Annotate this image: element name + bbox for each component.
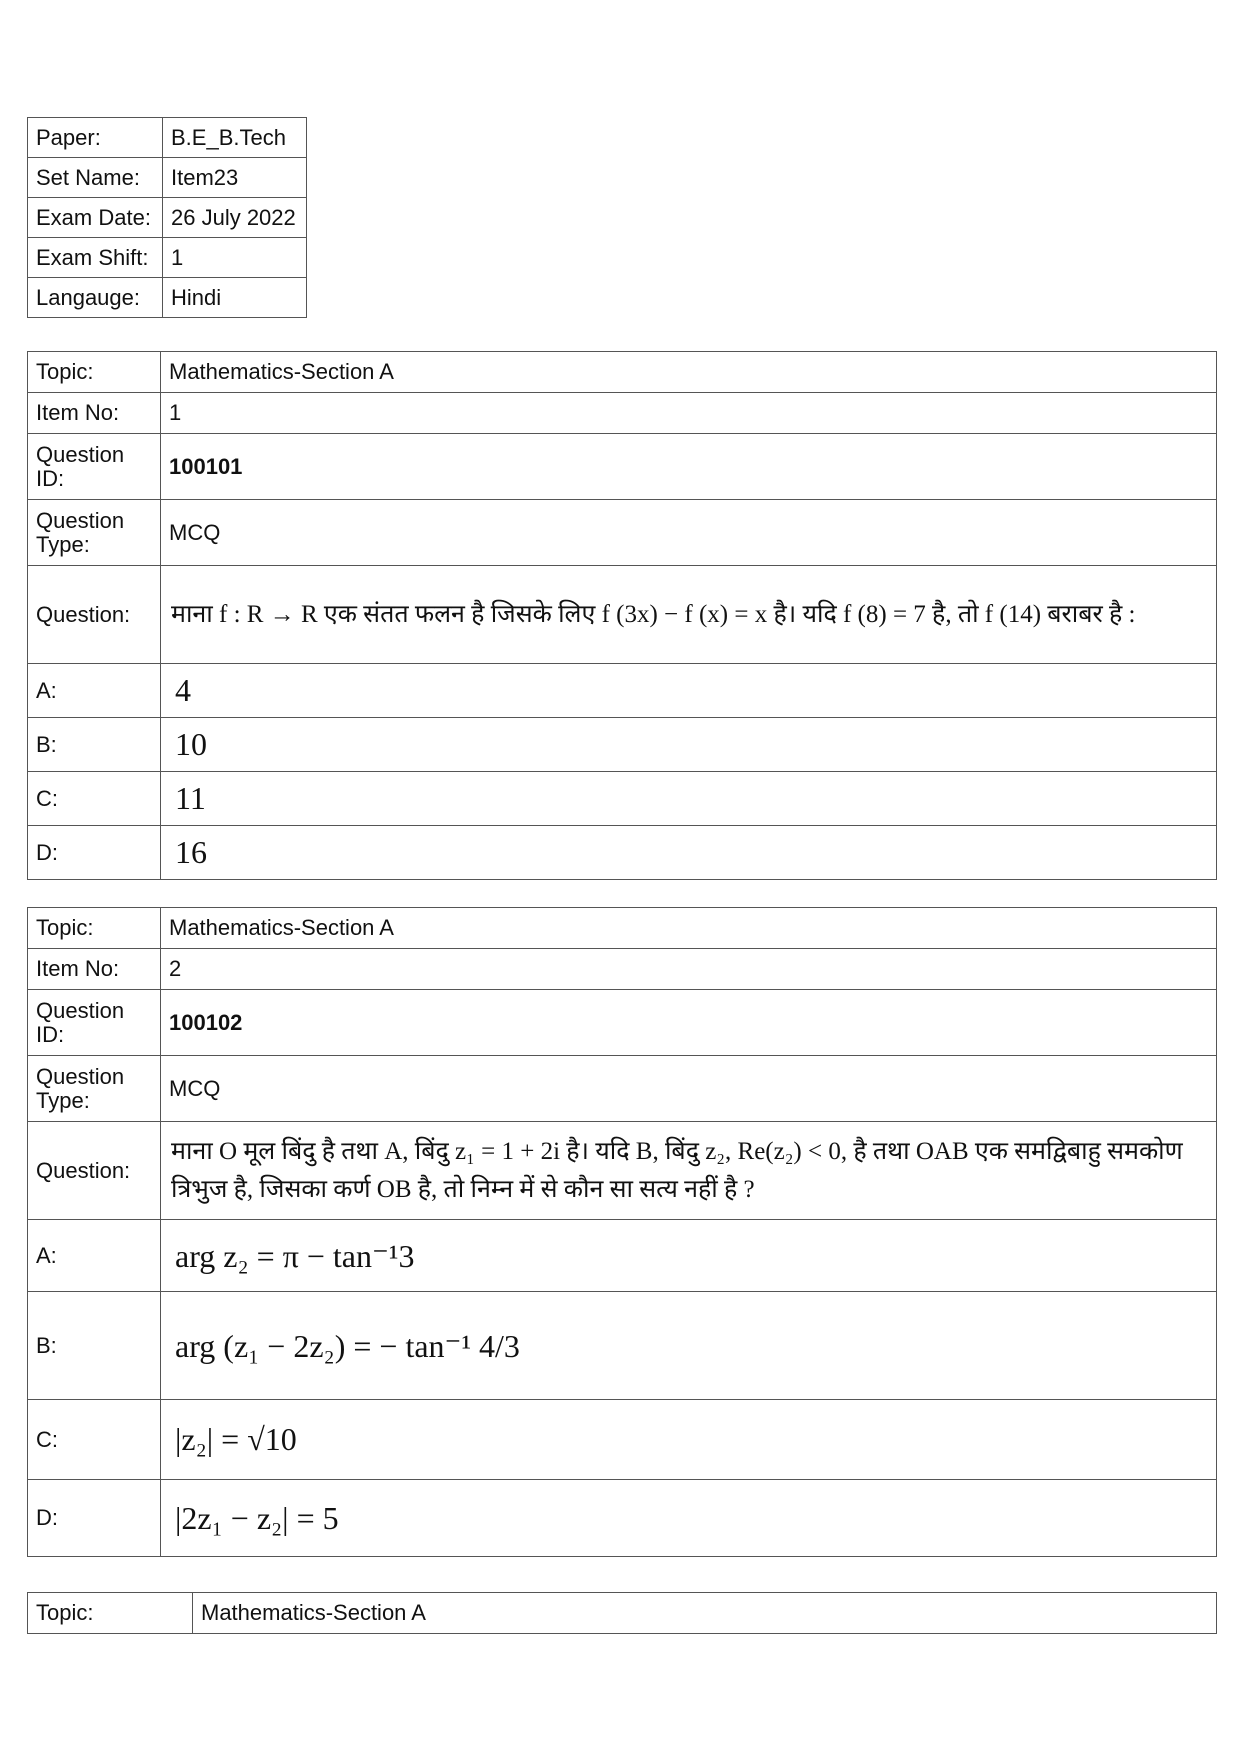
row-item-no <box>28 393 1217 434</box>
row-option-c <box>28 772 1217 826</box>
row-option-d <box>28 826 1217 880</box>
item-no-label: Item No: <box>28 393 161 434</box>
option-d-value: 16 <box>161 826 1217 880</box>
option-c-value: 11 <box>161 772 1217 826</box>
question-label: Question: <box>28 566 161 664</box>
topic-label: Topic: <box>28 1593 193 1634</box>
question-id-label: Question ID: <box>28 990 161 1056</box>
topic-value: Mathematics-Section A <box>193 1593 1217 1634</box>
meta-value: B.E_B.Tech <box>163 118 307 158</box>
question-type-label: Question Type: <box>28 1056 161 1122</box>
meta-label: Paper: <box>28 118 163 158</box>
row-topic <box>28 352 1217 393</box>
item-no-label: Item No: <box>28 949 161 990</box>
question-type-value: MCQ <box>161 500 1217 566</box>
question-text: माना O मूल बिंदु है तथा A, बिंदु z₁ = 1 + 2i है। यदि B, बिंदु z₂, Re(z₂) < 0, है तथा OAB एक समद्विबाहु समकोण त्रिभुज है, जिसका कर्ण OB है, तो निम्न में से कौन सा सत्य नहीं है ? <box>161 1122 1217 1220</box>
row-option-d <box>28 1480 1217 1557</box>
question-label: Question: <box>28 1122 161 1220</box>
option-a-value: 4 <box>161 664 1217 718</box>
row-option-b <box>28 1292 1217 1400</box>
topic-value: Mathematics-Section A <box>161 352 1217 393</box>
row-option-a <box>28 664 1217 718</box>
meta-value: Hindi <box>163 278 307 318</box>
row-question <box>28 566 1217 664</box>
question-id-label: Question ID: <box>28 434 161 500</box>
meta-label: Langauge: <box>28 278 163 318</box>
option-a-label: A: <box>28 1220 161 1292</box>
option-b-value: arg (z₁ − 2z₂) = − tan⁻¹ 4/3 <box>161 1292 1217 1400</box>
question-id-value: 100102 <box>161 990 1217 1056</box>
row-topic <box>28 1593 1217 1634</box>
item-no-value: 2 <box>161 949 1217 990</box>
question-text: माना f : R → R एक संतत फलन है जिसके लिए f (3x) − f (x) = x है। यदि f (8) = 7 है, तो f (14) बराबर है : <box>161 566 1217 664</box>
topic-value: Mathematics-Section A <box>161 908 1217 949</box>
question-id-value: 100101 <box>161 434 1217 500</box>
row-question <box>28 1122 1217 1220</box>
row-question-type <box>28 500 1217 566</box>
row-question-id <box>28 434 1217 500</box>
row-option-a <box>28 1220 1217 1292</box>
option-a-value: arg z₂ = π − tan⁻¹3 <box>161 1220 1217 1292</box>
row-item-no <box>28 949 1217 990</box>
question-type-label: Question Type: <box>28 500 161 566</box>
option-d-value: |2z₁ − z₂| = 5 <box>161 1480 1217 1557</box>
item-no-value: 1 <box>161 393 1217 434</box>
row-option-b <box>28 718 1217 772</box>
meta-row-set-name <box>28 158 307 198</box>
row-question-id <box>28 990 1217 1056</box>
meta-value: 26 July 2022 <box>163 198 307 238</box>
exam-meta-table <box>27 117 307 318</box>
topic-label: Topic: <box>28 908 161 949</box>
option-d-label: D: <box>28 826 161 880</box>
meta-label: Set Name: <box>28 158 163 198</box>
meta-row-exam-shift <box>28 238 307 278</box>
row-topic <box>28 908 1217 949</box>
question-3-table <box>27 1592 1217 1634</box>
option-b-value: 10 <box>161 718 1217 772</box>
option-a-label: A: <box>28 664 161 718</box>
meta-value: 1 <box>163 238 307 278</box>
row-question-type <box>28 1056 1217 1122</box>
meta-label: Exam Date: <box>28 198 163 238</box>
meta-row-exam-date <box>28 198 307 238</box>
question-1-table <box>27 351 1217 880</box>
meta-row-paper <box>28 118 307 158</box>
option-c-label: C: <box>28 1400 161 1480</box>
question-type-value: MCQ <box>161 1056 1217 1122</box>
question-2-table <box>27 907 1217 1557</box>
option-b-label: B: <box>28 1292 161 1400</box>
row-option-c <box>28 1400 1217 1480</box>
topic-label: Topic: <box>28 352 161 393</box>
meta-row-language <box>28 278 307 318</box>
option-d-label: D: <box>28 1480 161 1557</box>
option-c-label: C: <box>28 772 161 826</box>
option-c-value: |z₂| = √10 <box>161 1400 1217 1480</box>
meta-value: Item23 <box>163 158 307 198</box>
meta-label: Exam Shift: <box>28 238 163 278</box>
option-b-label: B: <box>28 718 161 772</box>
